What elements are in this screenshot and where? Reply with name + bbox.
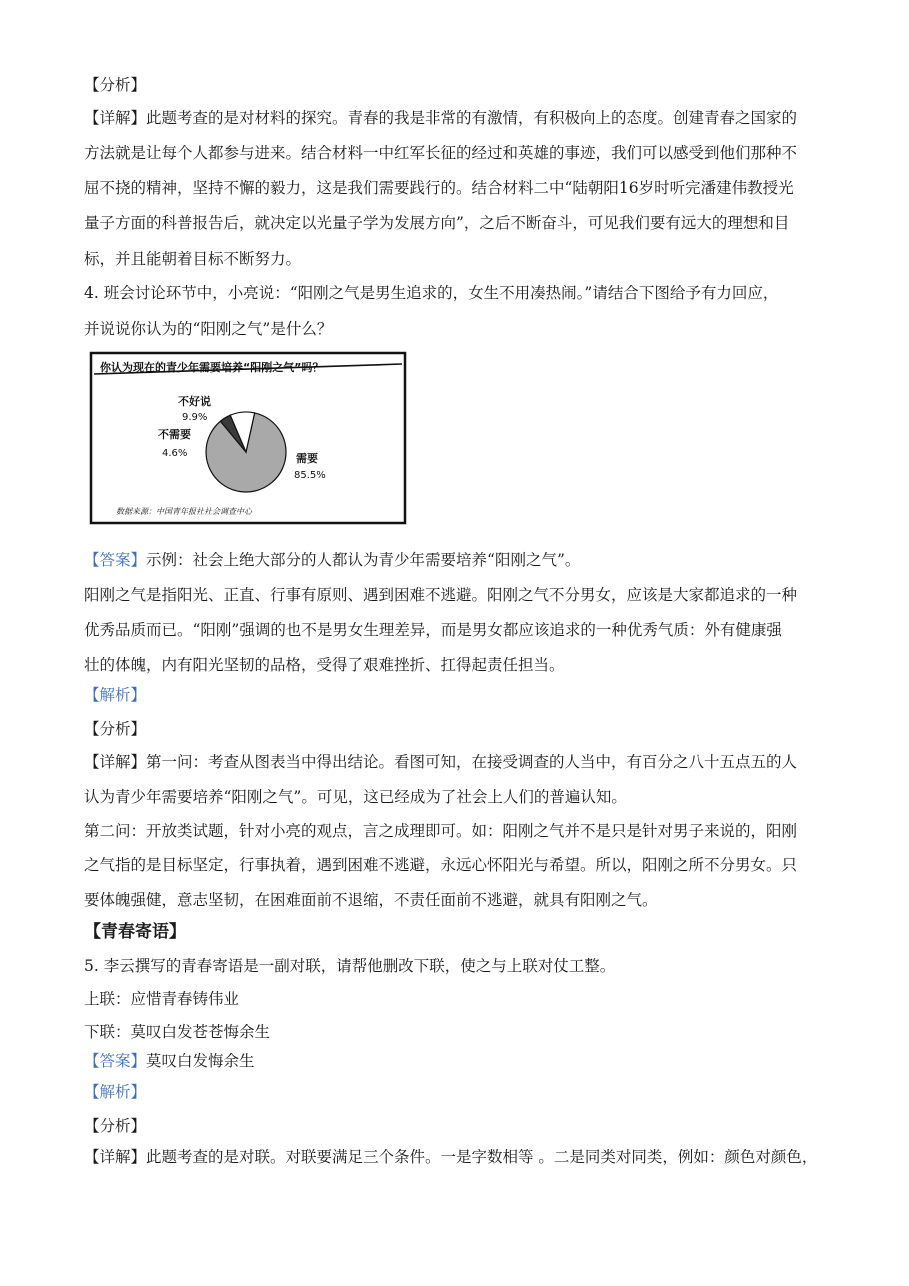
chart-source: 数据来源：中国青年报社社会调查中心 (116, 507, 252, 516)
answer-tag: 【答案】 (84, 1052, 147, 1070)
paragraph-line: 屈不挠的精神，坚持不懈的毅力，这是我们需要践行的。结合材料二中“陆朝阳16岁时听完潘建伟教授光 (84, 179, 794, 197)
couplet-upper: 上联：应惜青春铸伟业 (84, 990, 240, 1008)
paragraph-line: 方法就是让每个人都参与进来。结合材料一中红军长征的经过和英雄的事迹，我们可以感受到他们那种不 (84, 144, 798, 162)
paragraph-line: 要体魄强健，意志坚韧，在困难面前不退缩，不责任面前不逃避，就具有阳刚之气。 (84, 891, 658, 909)
answer-line (84, 1050, 844, 1072)
paragraph-line: 壮的体魄，内有阳光坚韧的品格，受得了艰难挫折、扛得起责任担当。 (84, 656, 565, 674)
slice-value-yes: 85.5% (294, 470, 326, 481)
pie-chart-svg (88, 350, 408, 526)
question-4-line: 4. 班会讨论环节中，小亮说：“阳刚之气是男生追求的，女生不用凑热闹。”请结合下图给予有力回应， (84, 284, 779, 302)
section-label-analysis: 【分析】 (84, 1117, 147, 1135)
paragraph-line: 【详解】第一问：考查从图表当中得出结论。看图可知，在接受调查的人当中，有百分之八十五点五的人 (84, 753, 798, 771)
chart-title: 你认为现在的青少年需要培养“阳刚之气”吗？ (100, 361, 324, 374)
section-label-explanation: 【解析】 (84, 686, 147, 704)
answer-line (84, 549, 844, 571)
slice-label-unsure: 不好说 (178, 395, 211, 408)
paragraph-line: 阳刚之气是指阳光、正直、行事有原则、遇到困难不逃避。阳刚之气不分男女，应该是大家都追求的一种 (84, 586, 798, 604)
section-label-explanation: 【解析】 (84, 1083, 147, 1101)
paragraph-line: 认为青少年需要培养“阳刚之气”。可见，这已经成为了社会上人们的普遍认知。 (84, 788, 627, 806)
slice-value-no: 4.6% (162, 448, 188, 459)
answer-tag: 【答案】 (84, 551, 147, 569)
answer-text: 莫叹白发悔余生 (146, 1052, 255, 1070)
paragraph-line: 优秀品质而已。“阳刚”强调的也不是男女生理差异，而是男女都应该追求的一种优秀气质：外有健康强 (84, 621, 782, 639)
paragraph-line: 【详解】此题考查的是对联。对联要满足三个条件。一是字数相等 。二是同类对同类，例如：颜色对颜色， (84, 1148, 818, 1166)
question-4-line: 并说说你认为的“阳刚之气”是什么？ (84, 320, 333, 338)
survey-pie-figure (88, 350, 408, 526)
section-label-analysis: 【分析】 (84, 720, 147, 738)
paragraph-line: 【详解】此题考查的是对材料的探究。青春的我是非常的有激情，有积极向上的态度。创建青春之国家的 (84, 109, 798, 127)
couplet-lower: 下联：莫叹白发苍苍悔余生 (84, 1023, 271, 1041)
question-5-line: 5. 李云撰写的青春寄语是一副对联，请帮他删改下联，使之与上联对仗工整。 (84, 957, 616, 975)
paragraph-line: 之气指的是目标坚定，行事执着，遇到困难不逃避，永远心怀阳光与希望。所以，阳刚之所不分男女。只 (84, 856, 798, 874)
slice-label-no: 不需要 (158, 428, 191, 441)
answer-text: 示例：社会上绝大部分的人都认为青少年需要培养“阳刚之气”。 (146, 551, 581, 569)
section-heading: 【青春寄语】 (84, 922, 186, 942)
paragraph-line: 第二问：开放类试题，针对小亮的观点，言之成理即可。如：阳刚之气并不是只是针对男子来说的，阳刚 (84, 822, 798, 840)
pie-slices-group (206, 412, 286, 492)
paragraph-line: 量子方面的科普报告后，就决定以光量子学为发展方向”，之后不断奋斗，可见我们要有远大的理想和目 (84, 214, 790, 232)
slice-label-yes: 需要 (296, 452, 318, 465)
paragraph-line: 标，并且能朝着目标不断努力。 (84, 250, 302, 268)
slice-value-unsure: 9.9% (182, 412, 208, 423)
section-label-analysis: 【分析】 (84, 76, 147, 94)
